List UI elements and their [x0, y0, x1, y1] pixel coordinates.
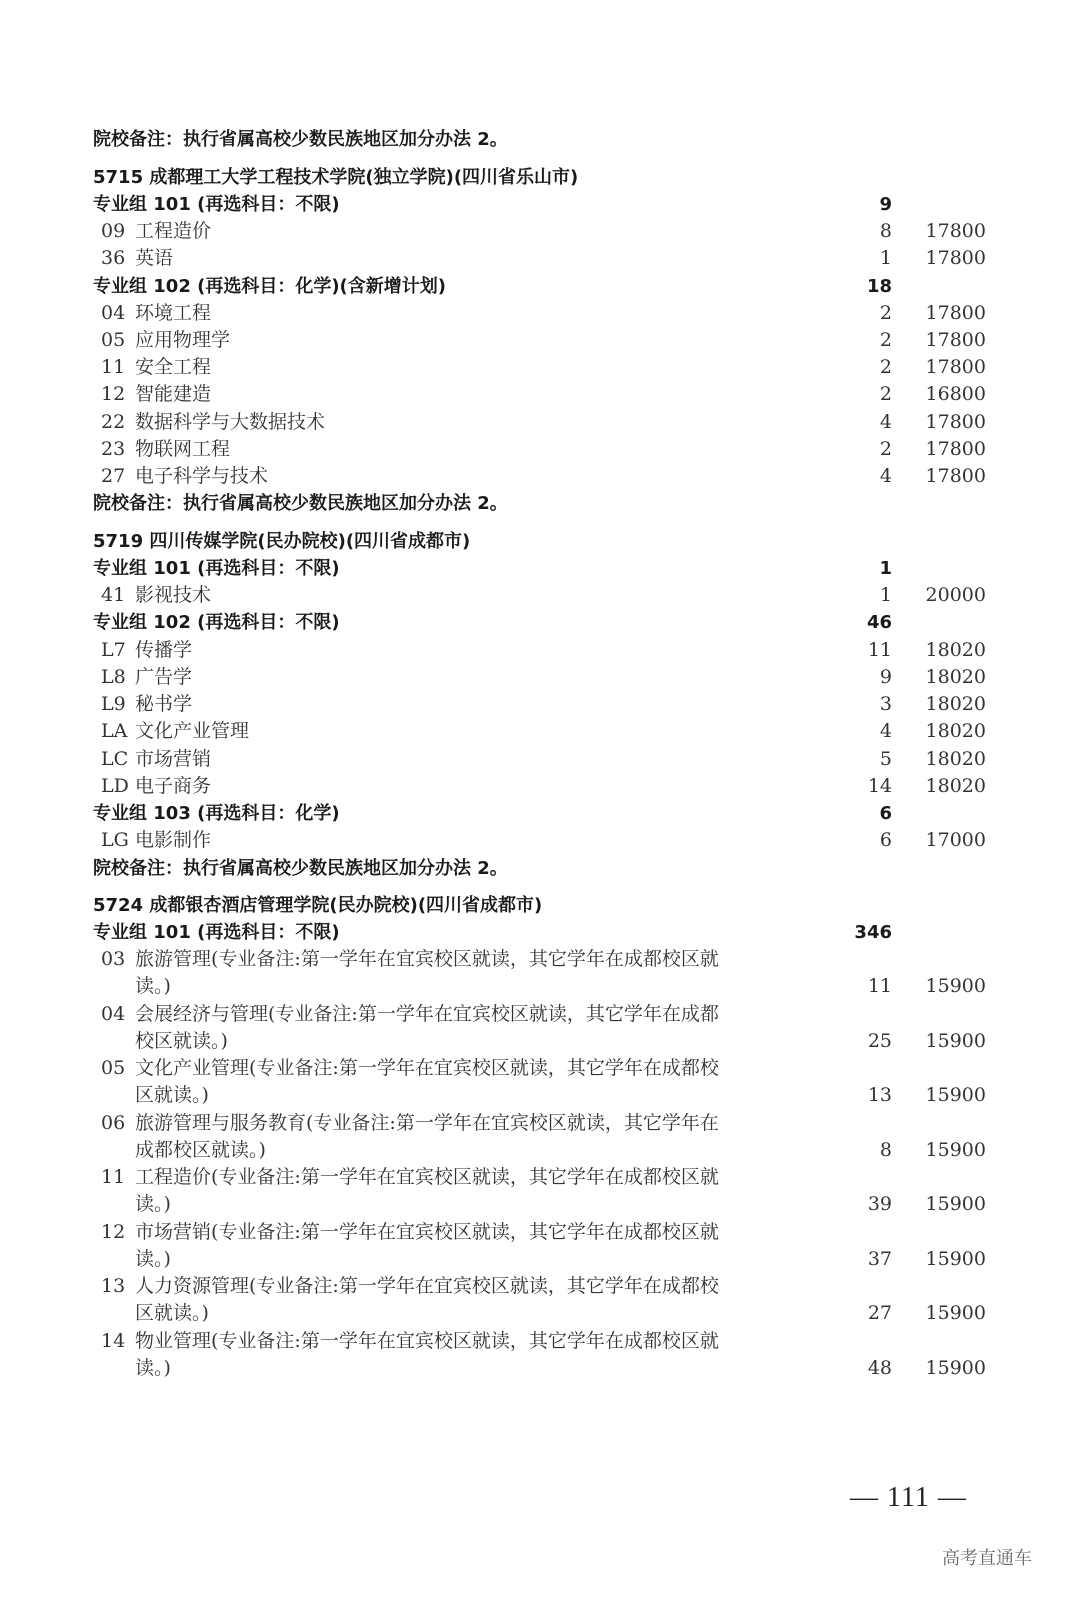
major-count: 2	[879, 329, 892, 351]
major-code: 13	[101, 1275, 126, 1297]
major-code: 12	[101, 383, 126, 405]
major-code: 14	[101, 1330, 126, 1352]
major-fee: 18020	[925, 775, 986, 797]
major-row	[101, 463, 268, 490]
major-count: 25	[867, 1030, 892, 1052]
major-name: 文化产业管理(专业备注:第一学年在宜宾校区就读，其它学年在成都校	[135, 1057, 719, 1079]
major-count: 11	[867, 639, 892, 661]
major-row	[101, 245, 173, 272]
major-count: 4	[879, 411, 892, 433]
major-count: 8	[879, 1139, 892, 1161]
school-title: 5724 成都银杏酒店管理学院(民办院校)(四川省成都市)	[93, 895, 543, 916]
group-title: 专业组 103 (再选科目：化学)	[93, 803, 340, 824]
major-count: 11	[867, 975, 892, 997]
major-name: 旅游管理与服务教育(专业备注:第一学年在宜宾校区就读，其它学年在	[135, 1112, 719, 1134]
group-title: 专业组 101 (再选科目：不限)	[93, 558, 340, 579]
major-name: 智能建造	[135, 383, 212, 405]
major-name: 电子商务	[135, 775, 212, 797]
major-name: 电影制作	[135, 829, 212, 851]
school-note: 院校备注：执行省属高校少数民族地区加分办法 2。	[93, 129, 508, 150]
group-total: 6	[879, 803, 892, 824]
major-row	[101, 746, 211, 773]
group-title: 专业组 102 (再选科目：不限)	[93, 612, 340, 633]
major-row	[101, 1273, 719, 1300]
major-code: 27	[101, 465, 126, 487]
major-fee: 18020	[925, 666, 986, 688]
major-name: 影视技术	[135, 584, 212, 606]
major-row	[101, 827, 211, 854]
group-total: 346	[854, 922, 892, 943]
major-count: 9	[879, 666, 892, 688]
major-fee: 18020	[925, 748, 986, 770]
major-row	[101, 354, 211, 381]
school-title: 5719 四川传媒学院(民办院校)(四川省成都市)	[93, 531, 471, 552]
major-count: 48	[867, 1357, 892, 1379]
major-code: 06	[101, 1112, 126, 1134]
school-note: 院校备注：执行省属高校少数民族地区加分办法 2。	[93, 858, 508, 879]
major-name: 英语	[135, 247, 174, 269]
major-name: 应用物理学	[135, 329, 231, 351]
major-count: 39	[867, 1193, 892, 1215]
major-row	[101, 300, 211, 327]
major-count: 13	[867, 1084, 892, 1106]
major-name-continued: 成都校区就读。)	[135, 1139, 266, 1161]
group-title: 专业组 102 (再选科目：化学)(含新增计划)	[93, 276, 447, 297]
major-row	[101, 1001, 719, 1028]
school-title: 5715 成都理工大学工程技术学院(独立学院)(四川省乐山市)	[93, 167, 579, 188]
major-fee: 16800	[925, 383, 986, 405]
major-count: 6	[879, 829, 892, 851]
major-code: 09	[101, 220, 126, 242]
major-fee: 18020	[925, 720, 986, 742]
major-code: LD	[101, 775, 129, 797]
major-row	[101, 436, 230, 463]
major-code: L9	[101, 693, 126, 715]
major-fee: 15900	[925, 975, 986, 997]
major-fee: 15900	[925, 1030, 986, 1052]
major-count: 4	[879, 465, 892, 487]
major-fee: 17800	[925, 329, 986, 351]
major-name: 市场营销	[135, 748, 212, 770]
major-code: 04	[101, 1003, 126, 1025]
group-title: 专业组 101 (再选科目：不限)	[93, 922, 340, 943]
major-name: 工程造价(专业备注:第一学年在宜宾校区就读，其它学年在成都校区就	[135, 1166, 719, 1188]
major-count: 37	[867, 1248, 892, 1270]
school-note: 院校备注：执行省属高校少数民族地区加分办法 2。	[93, 493, 508, 514]
major-name: 广告学	[135, 666, 193, 688]
major-fee: 17800	[925, 356, 986, 378]
major-row	[101, 691, 192, 718]
major-name: 物业管理(专业备注:第一学年在宜宾校区就读，其它学年在成都校区就	[135, 1330, 719, 1352]
major-fee: 17800	[925, 411, 986, 433]
major-code: 04	[101, 302, 126, 324]
major-name-continued: 校区就读。)	[135, 1030, 228, 1052]
major-code: 11	[101, 1166, 126, 1188]
major-fee: 17000	[925, 829, 986, 851]
major-name: 传播学	[135, 639, 193, 661]
group-total: 1	[879, 558, 892, 579]
page-number: — 111 —	[850, 1482, 967, 1513]
major-fee: 15900	[925, 1357, 986, 1379]
major-row	[101, 1110, 719, 1137]
major-name: 旅游管理(专业备注:第一学年在宜宾校区就读，其它学年在成都校区就	[135, 948, 719, 970]
major-code: 23	[101, 438, 126, 460]
major-fee: 15900	[925, 1248, 986, 1270]
major-name: 数据科学与大数据技术	[135, 411, 326, 433]
major-fee: 15900	[925, 1139, 986, 1161]
major-fee: 20000	[925, 584, 986, 606]
major-row	[101, 327, 230, 354]
major-row	[101, 946, 719, 973]
major-name: 电子科学与技术	[135, 465, 269, 487]
major-fee: 17800	[925, 465, 986, 487]
major-name-continued: 区就读。)	[135, 1302, 209, 1324]
major-code: 36	[101, 247, 126, 269]
major-fee: 17800	[925, 220, 986, 242]
major-name: 工程造价	[135, 220, 212, 242]
major-code: LA	[101, 720, 128, 742]
major-name-continued: 读。)	[135, 975, 171, 997]
major-count: 2	[879, 438, 892, 460]
major-count: 5	[879, 748, 892, 770]
major-name: 市场营销(专业备注:第一学年在宜宾校区就读，其它学年在成都校区就	[135, 1221, 719, 1243]
major-name: 人力资源管理(专业备注:第一学年在宜宾校区就读，其它学年在成都校	[135, 1275, 719, 1297]
major-fee: 17800	[925, 302, 986, 324]
major-row	[101, 409, 325, 436]
major-count: 1	[879, 247, 892, 269]
major-name: 环境工程	[135, 302, 212, 324]
major-name-continued: 读。)	[135, 1193, 171, 1215]
major-count: 3	[879, 693, 892, 715]
major-code: LG	[101, 829, 129, 851]
major-code: 12	[101, 1221, 126, 1243]
major-row	[101, 773, 211, 800]
major-fee: 17800	[925, 247, 986, 269]
group-total: 46	[866, 612, 892, 633]
major-code: LC	[101, 748, 129, 770]
major-row	[101, 637, 192, 664]
major-fee: 18020	[925, 693, 986, 715]
major-code: L7	[101, 639, 126, 661]
major-count: 27	[867, 1302, 892, 1324]
major-code: 41	[101, 584, 126, 606]
major-name: 安全工程	[135, 356, 212, 378]
major-name-continued: 读。)	[135, 1248, 171, 1270]
group-total: 18	[866, 276, 892, 297]
major-name: 秘书学	[135, 693, 193, 715]
major-count: 2	[879, 302, 892, 324]
major-code: 05	[101, 1057, 126, 1079]
major-fee: 15900	[925, 1084, 986, 1106]
major-name-continued: 区就读。)	[135, 1084, 209, 1106]
major-row	[101, 1055, 719, 1082]
major-fee: 15900	[925, 1193, 986, 1215]
major-name: 会展经济与管理(专业备注:第一学年在宜宾校区就读，其它学年在成都	[135, 1003, 719, 1025]
major-fee: 18020	[925, 639, 986, 661]
major-count: 14	[867, 775, 892, 797]
major-count: 2	[879, 383, 892, 405]
major-code: 11	[101, 356, 126, 378]
major-code: L8	[101, 666, 126, 688]
major-name: 物联网工程	[135, 438, 231, 460]
major-code: 03	[101, 948, 126, 970]
major-name-continued: 读。)	[135, 1357, 171, 1379]
group-title: 专业组 101 (再选科目：不限)	[93, 194, 340, 215]
major-count: 2	[879, 356, 892, 378]
major-row	[101, 718, 249, 745]
major-row	[101, 1219, 719, 1246]
major-fee: 15900	[925, 1302, 986, 1324]
major-fee: 17800	[925, 438, 986, 460]
major-count: 4	[879, 720, 892, 742]
major-row	[101, 218, 211, 245]
watermark: 高考直通车	[942, 1548, 1032, 1569]
major-name: 文化产业管理	[135, 720, 250, 742]
major-count: 8	[879, 220, 892, 242]
major-row	[101, 381, 211, 408]
major-row	[101, 1328, 719, 1355]
major-code: 05	[101, 329, 126, 351]
major-code: 22	[101, 411, 126, 433]
major-row	[101, 1164, 719, 1191]
major-row	[101, 582, 211, 609]
major-row	[101, 664, 192, 691]
major-count: 1	[879, 584, 892, 606]
group-total: 9	[879, 194, 892, 215]
